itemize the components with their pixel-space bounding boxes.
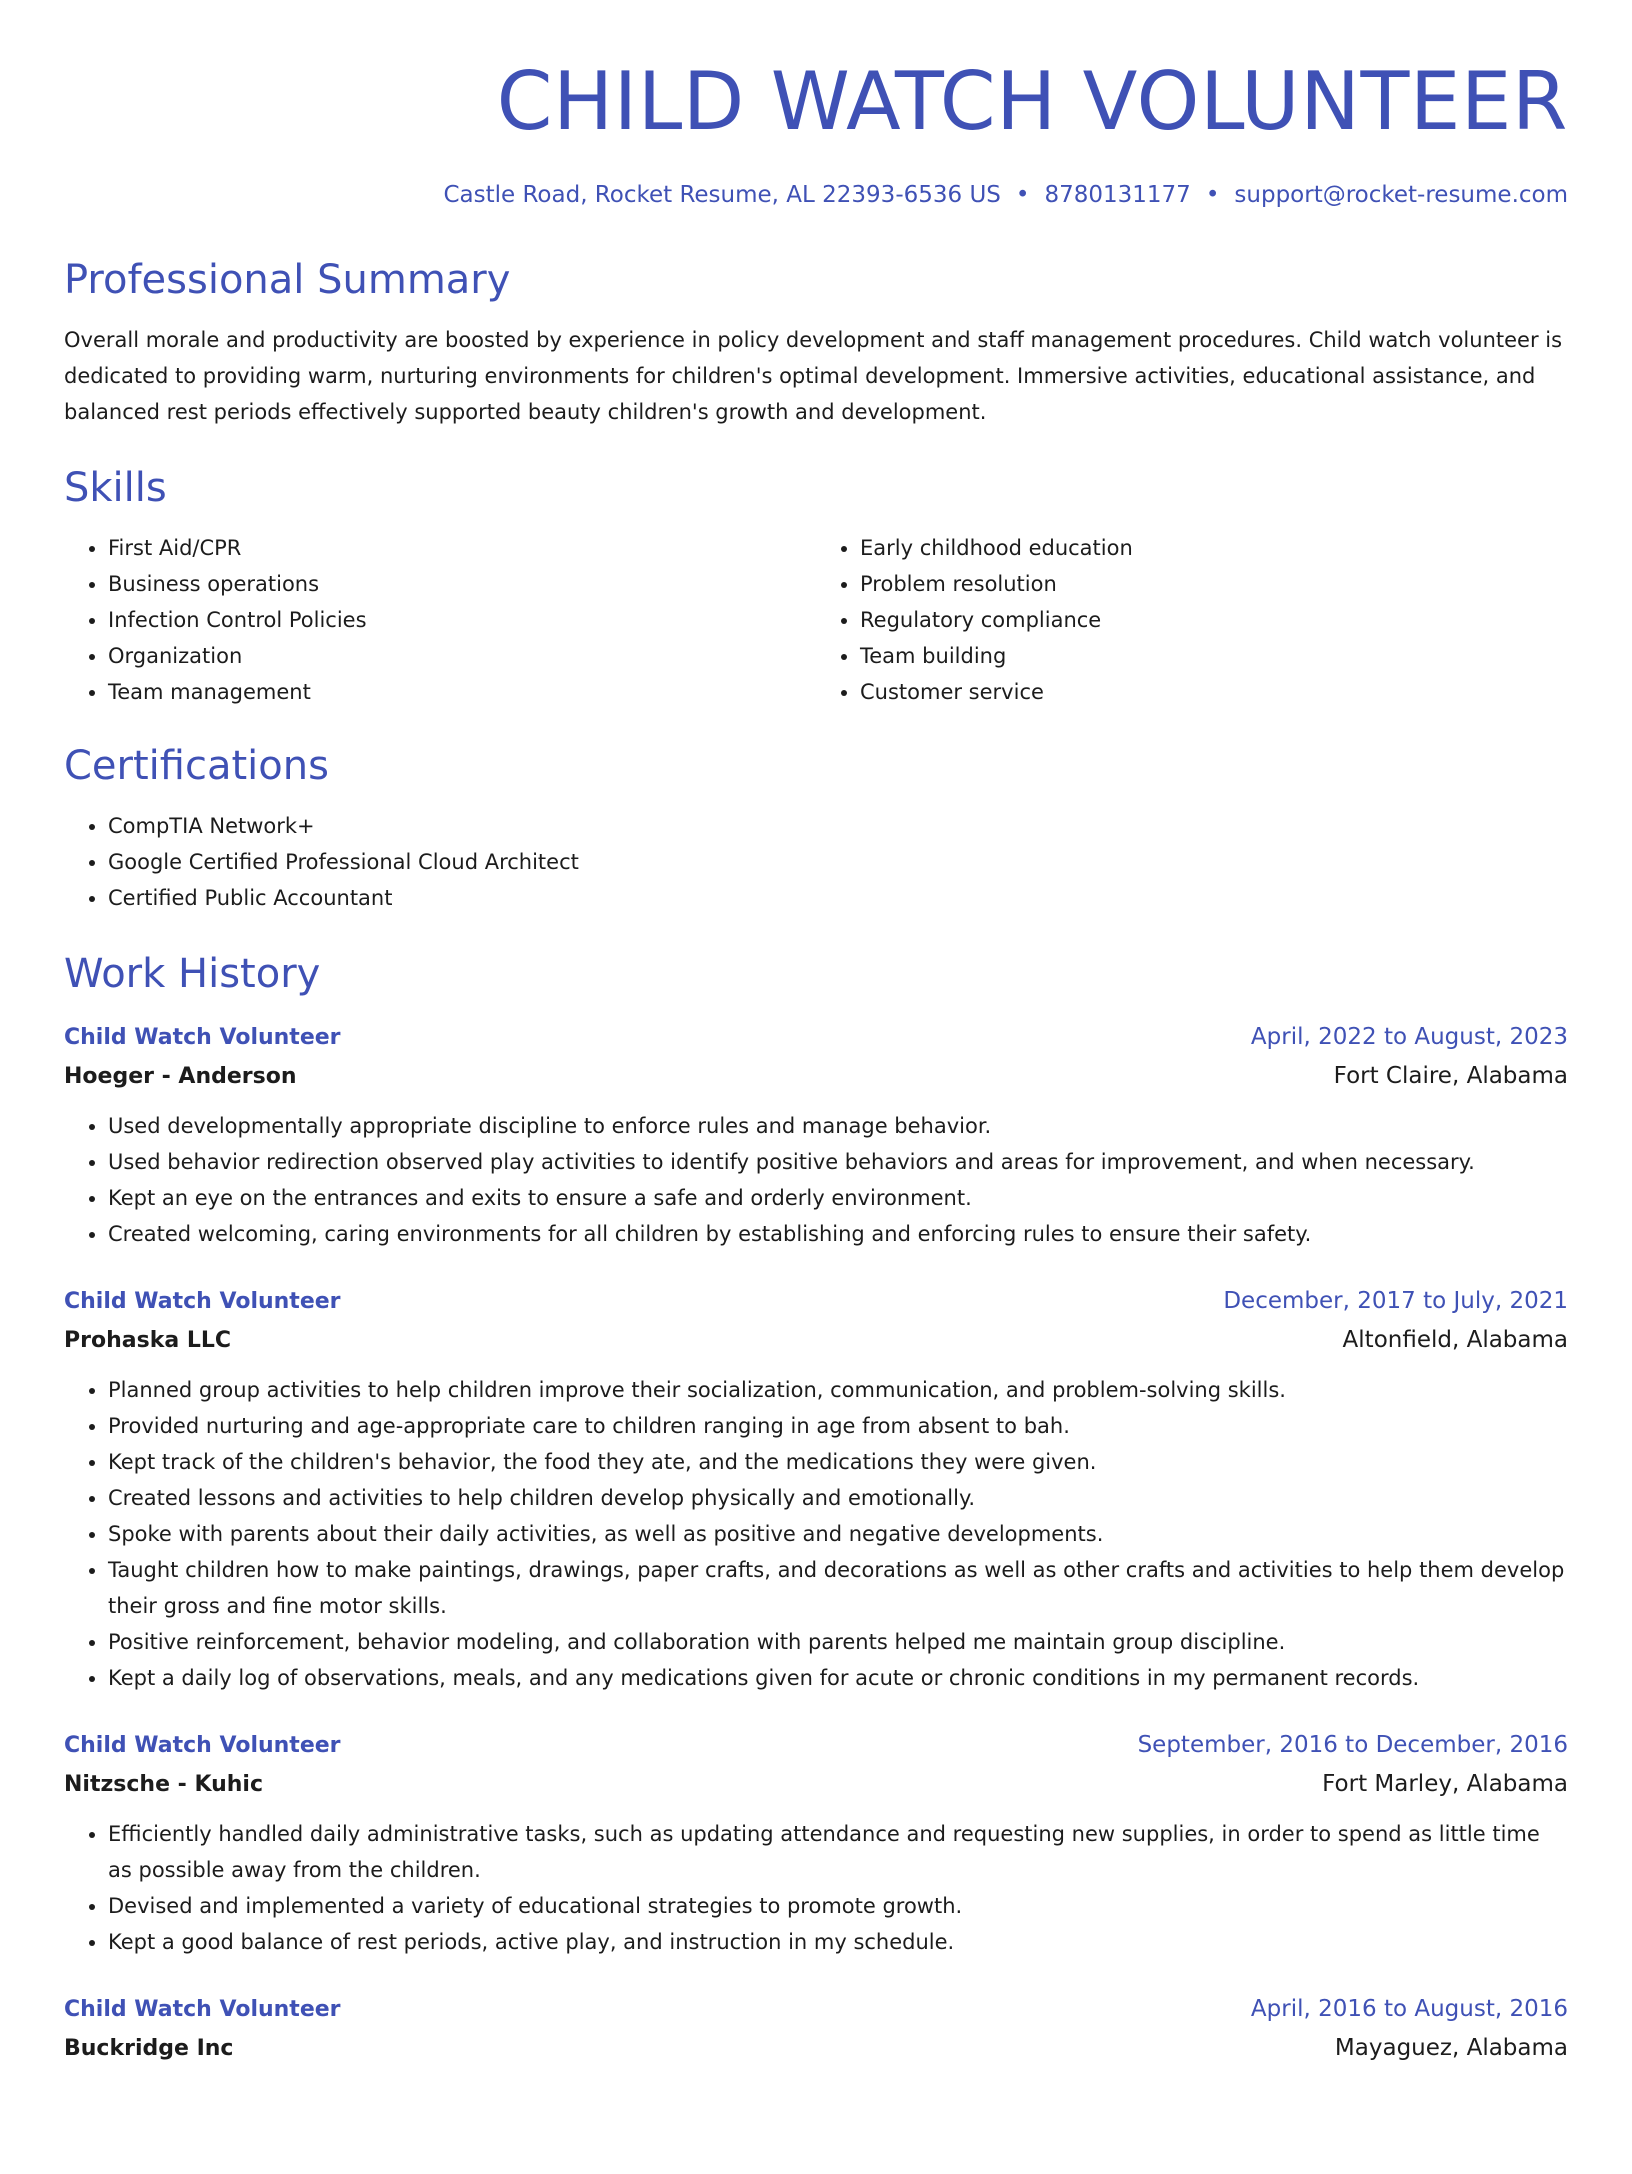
job-location: Fort Claire, Alabama — [1333, 1063, 1568, 1089]
skill-item: • Early childhood education — [860, 530, 1568, 566]
job-title: Child Watch Volunteer — [64, 1025, 341, 1050]
section-summary — [64, 257, 1568, 430]
job-dates: December, 2017 to July, 2021 — [1223, 1288, 1568, 1314]
job-company: Prohaska LLC — [64, 1328, 232, 1353]
job-bullets — [64, 1108, 1568, 1252]
skill-item: • First Aid/CPR — [108, 530, 816, 566]
job-title: Child Watch Volunteer — [64, 1997, 341, 2022]
job-bullet: • Planned group activities to help children improve their socialization, communication, and problem-solving skills. — [108, 1372, 1568, 1408]
job-dates: September, 2016 to December, 2016 — [1137, 1732, 1568, 1758]
section-work-history — [64, 951, 1568, 2068]
job-company: Hoeger - Anderson — [64, 1064, 297, 1089]
job-bullet: • Kept an eye on the entrances and exits to ensure a safe and orderly environment. — [108, 1180, 1568, 1216]
job-bullet: • Efficiently handled daily administrative tasks, such as updating attendance and requesting new supplies, in order to spend as little time as possible away from the children. — [108, 1816, 1568, 1888]
skills-grid — [64, 530, 1568, 710]
skill-item: • Customer service — [860, 674, 1568, 710]
job-entry — [64, 1990, 1568, 2068]
job-bullets — [64, 1816, 1568, 1960]
job-entry — [64, 1282, 1568, 1696]
skills-list-left — [64, 530, 816, 710]
job-company: Buckridge Inc — [64, 2036, 234, 2061]
resume-title: CHILD WATCH VOLUNTEER — [496, 55, 1568, 148]
contact-separator: • — [1205, 182, 1220, 208]
job-company: Nitzsche - Kuhic — [64, 1772, 264, 1797]
job-bullet: • Used behavior redirection observed play activities to identify positive behaviors and areas for improvement, and when necessary. — [108, 1144, 1568, 1180]
certifications-heading: Certifications — [64, 743, 329, 789]
contact-line — [64, 182, 1568, 208]
contact-email[interactable]: support@rocket-resume.com — [1234, 182, 1568, 208]
job-entry — [64, 1018, 1568, 1252]
job-bullet: • Spoke with parents about their daily activities, as well as positive and negative developments. — [108, 1516, 1568, 1552]
job-bullet: • Provided nurturing and age-appropriate care to children ranging in age from absent to bah. — [108, 1408, 1568, 1444]
skills-heading: Skills — [64, 465, 167, 511]
job-bullet: • Positive reinforcement, behavior modeling, and collaboration with parents helped me maintain group discipline. — [108, 1624, 1568, 1660]
skill-item: • Business operations — [108, 566, 816, 602]
job-bullet: • Created welcoming, caring environments for all children by establishing and enforcing rules to ensure their safety. — [108, 1216, 1568, 1252]
job-entry — [64, 1726, 1568, 1960]
skill-item: • Team management — [108, 674, 816, 710]
job-bullet: • Kept a daily log of observations, meals, and any medications given for acute or chronic conditions in my permanent records. — [108, 1660, 1568, 1696]
job-bullets — [64, 1372, 1568, 1696]
job-location: Mayaguez, Alabama — [1334, 2035, 1568, 2061]
skill-item: • Regulatory compliance — [860, 602, 1568, 638]
resume-page — [0, 55, 1632, 2174]
contact-address: Castle Road, Rocket Resume, AL 22393-6536 US — [443, 182, 1001, 208]
job-location: Altonfield, Alabama — [1342, 1327, 1568, 1353]
job-dates: April, 2022 to August, 2023 — [1250, 1024, 1568, 1050]
section-skills — [64, 465, 1568, 710]
skill-item: • Organization — [108, 638, 816, 674]
summary-text: Overall morale and productivity are boosted by experience in policy development and staff management procedures. Child watch volunteer is dedicated to providing warm, nurturing environments for children's optimal development. Immersive activities, educational assistance, and balanced rest periods effectively supported beauty children's growth and development. — [64, 328, 1563, 424]
contact-phone: 8780131177 — [1044, 182, 1191, 208]
certification-item: • CompTIA Network+ — [108, 808, 1568, 844]
section-certifications — [64, 743, 1568, 916]
job-title: Child Watch Volunteer — [64, 1733, 341, 1758]
summary-heading: Professional Summary — [64, 257, 511, 303]
job-bullet: • Taught children how to make paintings, drawings, paper crafts, and decorations as well as other crafts and activities to help them develop their gross and fine motor skills. — [108, 1552, 1568, 1624]
skill-item: • Infection Control Policies — [108, 602, 816, 638]
contact-separator: • — [1015, 182, 1030, 208]
certification-item: • Google Certified Professional Cloud Architect — [108, 844, 1568, 880]
job-bullet: • Kept a good balance of rest periods, active play, and instruction in my schedule. — [108, 1924, 1568, 1960]
skill-item: • Problem resolution — [860, 566, 1568, 602]
job-bullet: • Used developmentally appropriate discipline to enforce rules and manage behavior. — [108, 1108, 1568, 1144]
job-dates: April, 2016 to August, 2016 — [1250, 1996, 1568, 2022]
job-bullet: • Kept track of the children's behavior, the food they ate, and the medications they were given. — [108, 1444, 1568, 1480]
certifications-list — [64, 808, 1568, 916]
job-bullet: • Devised and implemented a variety of educational strategies to promote growth. — [108, 1888, 1568, 1924]
work-history-heading: Work History — [64, 951, 321, 997]
skill-item: • Team building — [860, 638, 1568, 674]
certification-item: • Certified Public Accountant — [108, 880, 1568, 916]
skills-list-right — [816, 530, 1568, 710]
job-location: Fort Marley, Alabama — [1322, 1771, 1568, 1797]
job-title: Child Watch Volunteer — [64, 1289, 341, 1314]
job-bullet: • Created lessons and activities to help children develop physically and emotionally. — [108, 1480, 1568, 1516]
